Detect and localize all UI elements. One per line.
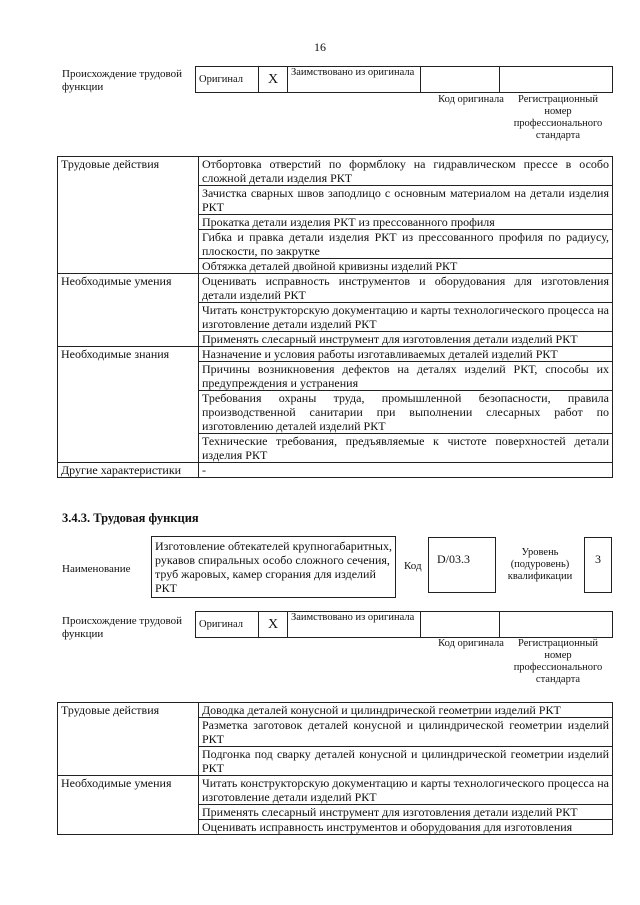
skills-label: Необходимые умения <box>58 776 199 835</box>
labor-function-table-2 <box>57 702 613 835</box>
skill-item: Применять слесарный инструмент для изготовления детали изделий РКТ <box>199 805 613 820</box>
knowledge-item: Назначение и условия работы изготавливаемых деталей изделий РКТ <box>199 347 613 362</box>
origin-original: Оригинал <box>196 612 259 638</box>
origin-reg-cell <box>500 67 613 93</box>
labor-action-item: Отбортовка отверстий по формблоку на гидравлическом прессе в особо сложной детали изделия РКТ <box>199 157 613 186</box>
skill-item: Читать конструкторскую документацию и карты технологического процесса на изготовление детали изделий РКТ <box>199 776 613 805</box>
labor-action-item: Разметка заготовок деталей конусной и цилиндрической геометрии изделий РКТ <box>199 718 613 747</box>
skills-label: Необходимые умения <box>58 274 199 347</box>
skill-item: Оценивать исправность инструментов и оборудования для изготовления <box>199 820 613 835</box>
origin-reg-caption: Регистрационный номер профессионального стандарта <box>513 638 603 685</box>
origin-mark: X <box>259 612 288 638</box>
origin-reg-caption: Регистрационный номер профессионального стандарта <box>513 94 603 141</box>
knowledge-item: Требования охраны труда, промышленной безопасности, правила производственной санитарии при выполнении слесарных работ по изготовлению деталей изделий РКТ <box>199 391 613 434</box>
skill-item: Оценивать исправность инструментов и оборудования для изготовления детали изделий РКТ <box>199 274 613 303</box>
origin-label: Происхождение трудовой функции <box>62 68 183 93</box>
origin-original: Оригинал <box>196 67 259 93</box>
section-heading: 3.4.3. Трудовая функция <box>62 511 199 525</box>
other-value: - <box>199 463 613 478</box>
origin-mark: X <box>259 67 288 93</box>
skill-item: Применять слесарный инструмент для изготовления детали изделий РКТ <box>199 332 613 347</box>
labor-function-table <box>57 156 613 478</box>
qualification-level-value: 3 <box>584 537 612 593</box>
labor-action-item: Зачистка сварных швов заподлицо с основным материалом на детали изделия РКТ <box>199 186 613 215</box>
qualification-level-label: Уровень (подуровень) квалификации <box>507 547 573 582</box>
origin-code-caption: Код оригинала <box>438 638 504 649</box>
function-code-label: Код <box>404 560 422 572</box>
labor-action-item: Обтяжка деталей двойной кривизны изделий РКТ <box>199 259 613 274</box>
labor-action-item: Прокатка детали изделия РКТ из прессованного профиля <box>199 215 613 230</box>
labor-actions-label: Трудовые действия <box>58 157 199 274</box>
origin-table <box>195 66 613 93</box>
knowledge-item: Технические требования, предъявляемые к чистоте поверхностей детали изделия РКТ <box>199 434 613 463</box>
origin-table <box>195 611 613 638</box>
origin-borrowed: Заимствовано из оригинала <box>288 67 421 93</box>
page-number: 16 <box>314 40 326 54</box>
knowledge-item: Причины возникновения дефектов на деталях изделий РКТ, способы их предупреждения и устранения <box>199 362 613 391</box>
origin-borrowed: Заимствовано из оригинала <box>288 612 421 638</box>
skill-item: Читать конструкторскую документацию и карты технологического процесса на изготовление детали изделий РКТ <box>199 303 613 332</box>
function-code-value: D/03.3 <box>428 537 496 593</box>
origin-code-cell <box>421 612 500 638</box>
origin-reg-cell <box>500 612 613 638</box>
function-name-label: Наименование <box>62 563 131 575</box>
knowledge-label: Необходимые знания <box>58 347 199 463</box>
origin-label: Происхождение трудовой функции <box>62 615 183 640</box>
origin-code-caption: Код оригинала <box>438 94 504 105</box>
labor-action-item: Подгонка под сварку деталей конусной и цилиндрической геометрии изделий РКТ <box>199 747 613 776</box>
other-label: Другие характеристики <box>58 463 199 478</box>
labor-action-item: Доводка деталей конусной и цилиндрической геометрии изделий РКТ <box>199 703 613 718</box>
function-name-value: Изготовление обтекателей крупногабаритных, рукавов спиральных особо сложного сечения, труб жаровых, камер сгорания для изделий РКТ <box>151 536 396 598</box>
origin-code-cell <box>421 67 500 93</box>
labor-action-item: Гибка и правка детали изделия РКТ из прессованного профиля по радиусу, плоскости, по закрутке <box>199 230 613 259</box>
labor-actions-label: Трудовые действия <box>58 703 199 776</box>
